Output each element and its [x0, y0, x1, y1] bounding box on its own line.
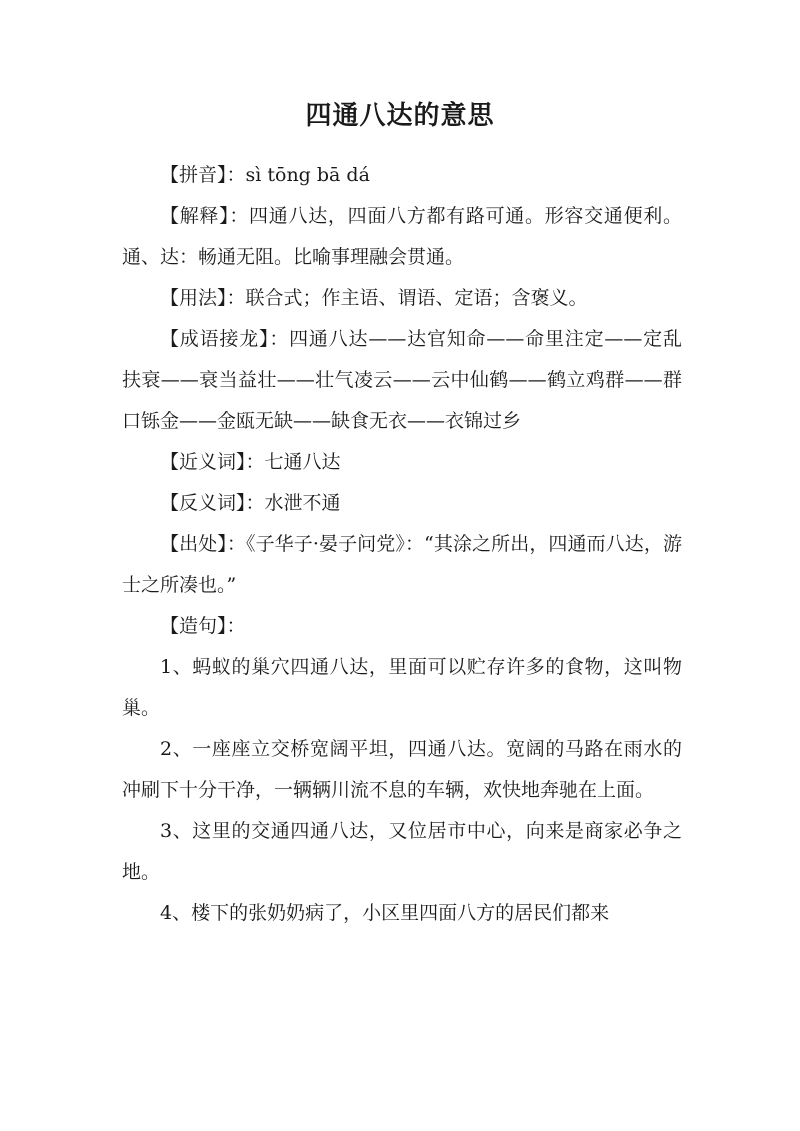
explanation-paragraph: 【解释】：四通八达，四面八方都有路可通。形容交通便利。通、达：畅通无阻。比喻事理融会贯通。: [122, 205, 682, 268]
example-sentence-2: 2、一座座立交桥宽阔平坦，四通八达。宽阔的马路在雨水的冲刷下十分干净，一辆辆川流不息的车辆，欢快地奔驰在上面。: [122, 738, 682, 801]
pinyin-paragraph: 【拼音】：sì tōng bā dá: [160, 164, 370, 186]
antonym-paragraph: 【反义词】：水泄不通: [160, 492, 341, 514]
source-paragraph: 【出处】：《子华子·晏子问党》：“其涂之所出，四通而八达，游士之所凑也。”: [122, 533, 682, 596]
idiom-chain-paragraph: 【成语接龙】：四通八达——达官知命——命里注定——定乱扶衰——衰当益壮——壮气凌云——云中仙鹤——鹤立鸡群——群口铄金——金瓯无缺——缺食无衣——衣锦过乡: [122, 328, 682, 432]
synonym-paragraph: 【近义词】：七通八达: [160, 451, 341, 473]
example-sentence-3: 3、这里的交通四通八达，又位居市中心，向来是商家必争之地。: [122, 820, 682, 883]
example-sentence-4: 4、楼下的张奶奶病了，小区里四面八方的居民们都来: [160, 902, 610, 924]
page-title: 四通八达的意思: [305, 101, 495, 131]
example-heading: 【造句】：: [160, 615, 246, 637]
example-sentence-1: 1、蚂蚁的巢穴四通八达，里面可以贮存许多的食物，这叫物巢。: [122, 656, 682, 719]
usage-paragraph: 【用法】：联合式；作主语、谓语、定语；含褒义。: [160, 287, 588, 309]
document-body: [122, 155, 682, 934]
